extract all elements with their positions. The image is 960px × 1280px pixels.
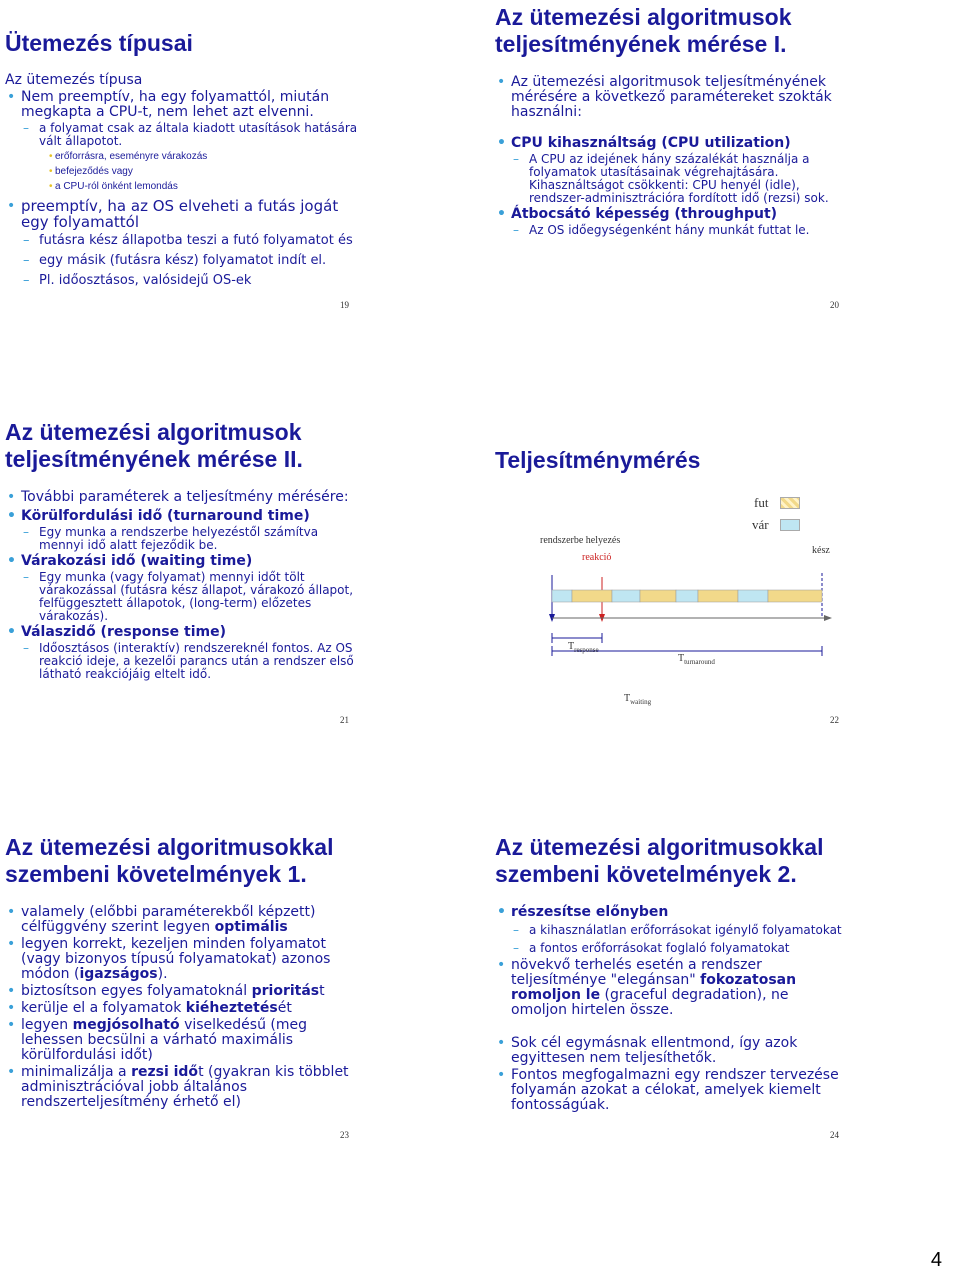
legend-run-swatch [780, 497, 800, 509]
slide-number: 22 [830, 715, 839, 725]
slide-20 [490, 0, 960, 400]
slide-number: 19 [340, 300, 349, 310]
slide-23 [0, 830, 470, 1230]
slide-title: Az ütemezési algoritmusok teljesítményének mérése I. [495, 4, 792, 57]
run-bar [572, 590, 612, 602]
list-item: – egy másik (futásra kész) folyamatot indít el. [5, 252, 365, 270]
t-waiting-label: $T_{waiting}$ [624, 693, 652, 706]
list-item: – a folyamat csak az általa kiadott utasítások hatására vált állapotot. [5, 122, 365, 148]
slide-19 [0, 0, 470, 400]
list-item: • Fontos megfogalmazni egy rendszer tervezése folyamán azokat a célokat, amelyek kiemelt fontosságúak. [495, 1068, 845, 1113]
list-item: • minimalizálja a rezsi időt (gyakran kis többlet adminisztrációval jobb általános rendszerteljesítmény érhető el) [5, 1065, 355, 1110]
page-number: 4 [930, 1249, 942, 1271]
slide-number: 21 [340, 715, 349, 725]
label-enter: rendszerbe helyezés [540, 535, 621, 546]
list-item: – A CPU az idejének hány százalékát használja a folyamatok utasításainak végrehajtására. Kihasználtságot csökkenti: CPU henyél (idle), rendszer-adminisztrációra fordított idő (rezsi) sok. [495, 153, 845, 205]
list-item: • Körülfordulási idő (turnaround time) [5, 509, 365, 524]
list-item: – Időosztásos (interaktív) rendszereknél fontos. Az OS reakció ideje, a kezelői parancs után a rendszer első látható reakciójáig eltelt idő. [5, 642, 365, 681]
slide-number: 23 [340, 1130, 349, 1140]
list-item: – a kihasználatlan erőforrásokat igénylő folyamatokat [495, 922, 845, 938]
slide-22 [490, 415, 960, 815]
list-item: • legyen korrekt, kezeljen minden folyamatot (vagy bizonyos típusú folyamatokat) azonos módon (igazságos). [5, 937, 355, 982]
list-item: – futásra kész állapotba teszi a futó folyamatot és [5, 232, 365, 250]
run-bar [768, 590, 822, 602]
list-item: – Az OS időegységenként hány munkát futtat le. [495, 224, 845, 237]
legend-wait-swatch [780, 519, 800, 531]
slide-title: Az ütemezési algoritmusokkal szembeni követelmények 1. [5, 834, 334, 887]
label-done: kész [812, 545, 830, 556]
list-item: • Sok cél egymásnak ellentmond, így azok egyittesen nem teljesíthetők. [495, 1036, 845, 1066]
slide-title: Az ütemezési algoritmusokkal szembeni követelmények 2. [495, 834, 824, 887]
slide-title: Teljesítménymérés [495, 447, 701, 473]
wait-bar [738, 590, 768, 602]
bullet-list [495, 905, 845, 1115]
list-item: • Várakozási idő (waiting time) [5, 554, 365, 569]
run-bar [640, 590, 676, 602]
list-item: – a fontos erőforrásokat foglaló folyamatokat [495, 940, 845, 956]
list-item: – Pl. időosztásos, valósidejű OS-ek [5, 272, 365, 290]
legend-wait-label: vár [752, 517, 769, 532]
wait-bar [676, 590, 698, 602]
wait-bar [612, 590, 640, 602]
bullet-list [5, 73, 365, 292]
list-item: • a CPU-ról önként lemondás [5, 180, 365, 194]
list-item: • befejeződés vagy [5, 165, 365, 179]
list-item: • erőforrásra, eseményre várakozás [5, 150, 365, 164]
list-item: • Átbocsátó képesség (throughput) [495, 207, 845, 222]
slide-21 [0, 415, 470, 815]
bullet-list [495, 75, 845, 239]
list-item: • Válaszidő (response time) [5, 625, 365, 640]
list-item: • biztosítson egyes folyamatoknál prioritást [5, 984, 355, 999]
list-item: • növekvő terhelés esetén a rendszer teljesítménye "elegánsan" fokozatosan romoljon le (graceful degradation), ne omoljon hirtelen össze. [495, 958, 845, 1018]
list-item: • preemptív, ha az OS elveheti a futás jogát egy folyamattól [5, 198, 365, 230]
list-item: • További paraméterek a teljesítmény mérésére: [5, 490, 365, 505]
slide-title: Ütemezés típusai [5, 30, 193, 56]
timeline-diagram [530, 555, 870, 725]
list-item: • CPU kihasználtság (CPU utilization) [495, 136, 845, 151]
run-bar [698, 590, 738, 602]
slide-24 [490, 830, 960, 1230]
label-reaction: reakció [582, 552, 612, 563]
list-item: Az ütemezés típusa [5, 72, 143, 88]
t-turnaround-label: $T_{turnaround}$ [678, 653, 715, 666]
slide-number: 24 [830, 1130, 839, 1140]
list-item: • részesítse előnyben [495, 905, 845, 920]
slide-title: Az ütemezési algoritmusok teljesítményének mérése II. [5, 419, 303, 472]
list-item: • valamely (előbbi paraméterekből képzett) célfüggvény szerint legyen optimális [5, 905, 355, 935]
list-item: – Egy munka a rendszerbe helyezéstől számítva mennyi idő alatt fejeződik be. [5, 526, 365, 552]
slide-number: 20 [830, 300, 839, 310]
bullet-list [5, 905, 355, 1112]
list-item: • kerülje el a folyamatok kiéheztetését [5, 1001, 355, 1016]
list-item: • Az ütemezési algoritmusok teljesítményének mérésére a következő paramétereket szokták használni: [495, 75, 845, 120]
bullet-list [5, 490, 365, 683]
list-item: • Nem preemptív, ha egy folyamattól, miután megkapta a CPU-t, nem lehet azt elvenni. [5, 90, 365, 120]
list-item: – Egy munka (vagy folyamat) mennyi időt tölt várakozással (futásra kész állapot, várakozó állapot, felfüggesztett állapotok, (long-term) előzetes várakozás). [5, 571, 365, 623]
t-response-label: $T_{response}$ [568, 641, 599, 654]
wait-bar [552, 590, 572, 602]
legend-run-label: fut [754, 495, 769, 510]
list-item: • legyen megjósolható viselkedésű (meg lehessen becsülni a várható maximális körülfordulási időt) [5, 1018, 355, 1063]
